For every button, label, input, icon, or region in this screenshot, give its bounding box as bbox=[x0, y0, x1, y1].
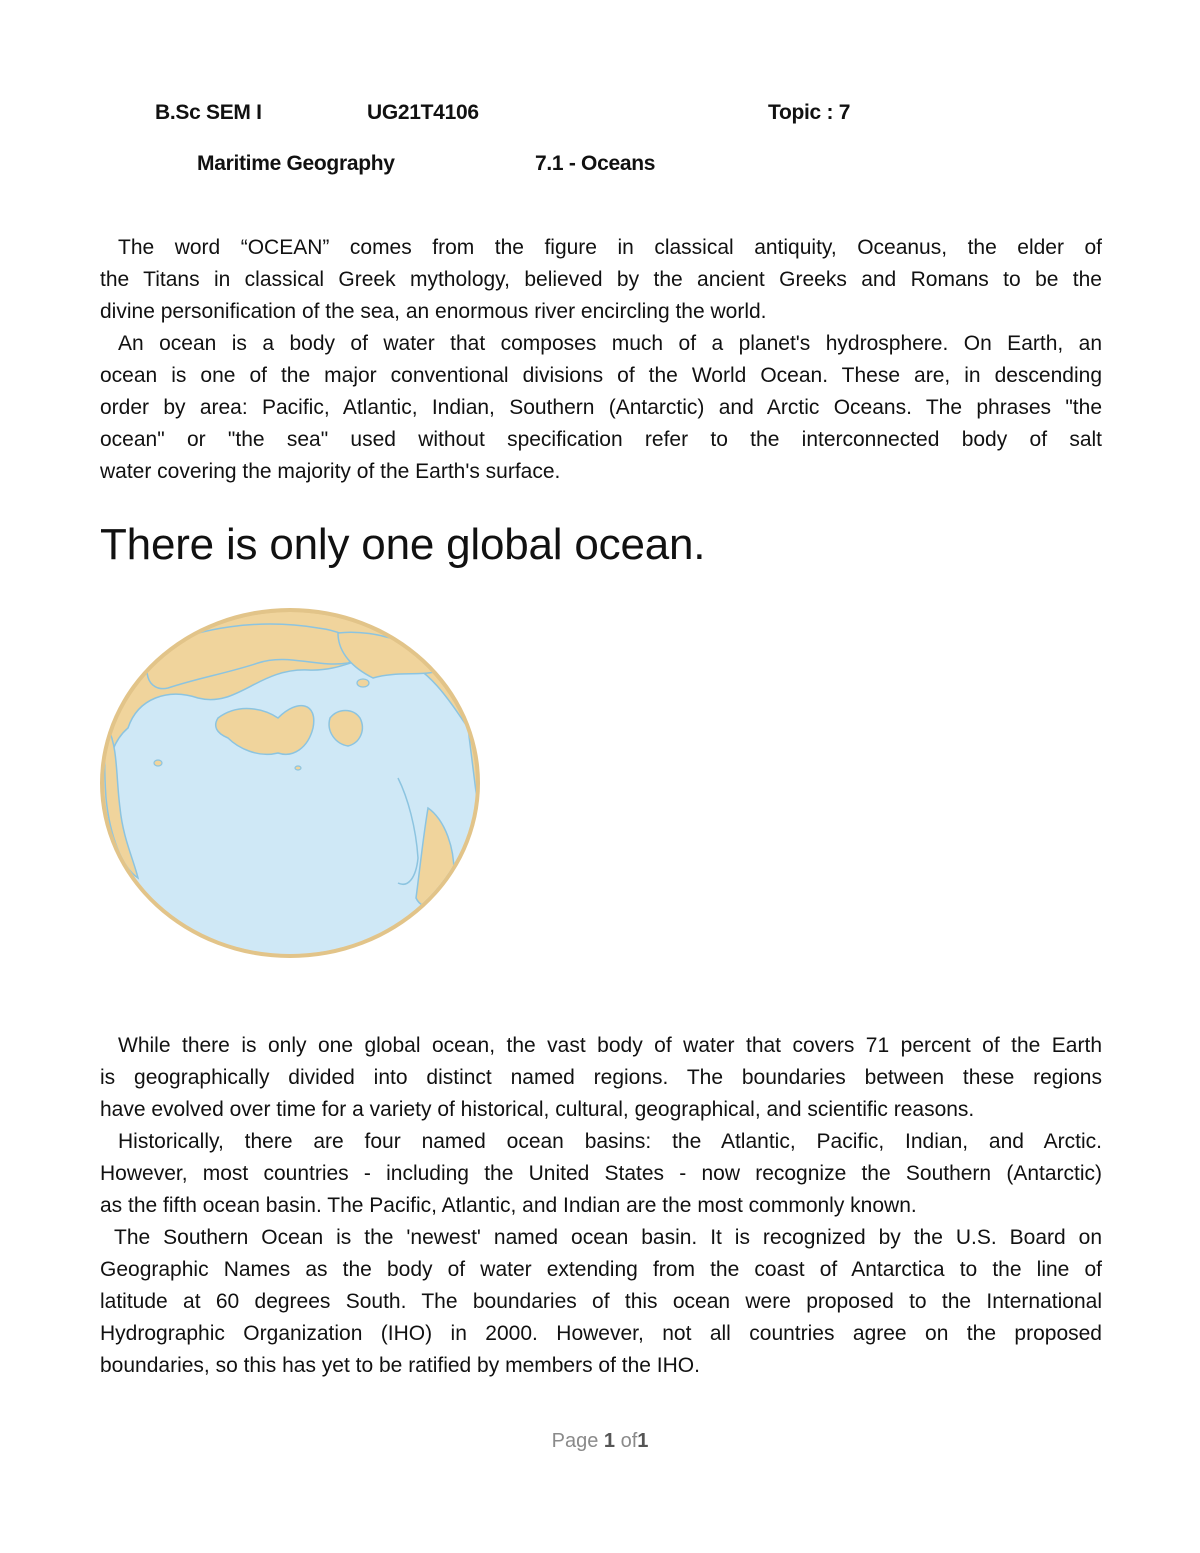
text-line: Historically, there are four named ocean basins: the Atlantic, Pacific, Indian, and Arctic. bbox=[118, 1130, 1102, 1153]
text-line: is geographically divided into distinct named regions. The boundaries between these regions bbox=[100, 1066, 1102, 1089]
text-line: water covering the majority of the Earth's surface. bbox=[100, 460, 561, 483]
text-line: boundaries, so this has yet to be ratified by members of the IHO. bbox=[100, 1354, 700, 1377]
page-word: Page bbox=[551, 1430, 599, 1452]
body-paragraph-2 bbox=[100, 1126, 1102, 1222]
text-line: have evolved over time for a variety of historical, cultural, geographical, and scientific reasons. bbox=[100, 1098, 975, 1121]
body-paragraph-1 bbox=[100, 1030, 1102, 1126]
definition-paragraph bbox=[100, 328, 1102, 488]
text-line: order by area: Pacific, Atlantic, Indian, Southern (Antarctic) and Arctic Oceans. The phrases "the bbox=[100, 396, 1102, 419]
intro-paragraph bbox=[100, 232, 1102, 328]
course-code: UG21T4106 bbox=[367, 101, 479, 124]
total-pages-number: 1 bbox=[637, 1430, 649, 1452]
text-line: The word “OCEAN” comes from the figure in classical antiquity, Oceanus, the elder of bbox=[118, 236, 1102, 259]
text-line: An ocean is a body of water that composes much of a planet's hydrosphere. On Earth, an bbox=[118, 332, 1102, 355]
course-label: B.Sc SEM I bbox=[155, 101, 262, 124]
globe-illustration-icon bbox=[98, 608, 482, 958]
section-title: 7.1 - Oceans bbox=[535, 152, 656, 175]
text-line: However, most countries - including the United States - now recognize the Southern (Antarctic) bbox=[100, 1162, 1102, 1185]
text-line: ocean is one of the major conventional divisions of the World Ocean. These are, in descending bbox=[100, 364, 1102, 387]
of-word: of bbox=[620, 1430, 638, 1452]
text-line: Hydrographic Organization (IHO) in 2000. However, not all countries agree on the proposed bbox=[100, 1322, 1102, 1345]
page-indicator bbox=[0, 1430, 1200, 1453]
topic-label: Topic : 7 bbox=[768, 101, 851, 124]
text-line: Geographic Names as the body of water extending from the coast of Antarctica to the line of bbox=[100, 1258, 1102, 1281]
text-line: the Titans in classical Greek mythology, believed by the ancient Greeks and Romans to be the bbox=[100, 268, 1102, 291]
text-line: as the fifth ocean basin. The Pacific, Atlantic, and Indian are the most commonly known. bbox=[100, 1194, 917, 1217]
global-ocean-heading: There is only one global ocean. bbox=[100, 520, 706, 569]
text-line: divine personification of the sea, an enormous river encircling the world. bbox=[100, 300, 767, 323]
text-line: ocean" or "the sea" used without specification refer to the interconnected body of salt bbox=[100, 428, 1102, 451]
current-page-number: 1 bbox=[603, 1430, 616, 1452]
body-paragraph-3 bbox=[100, 1222, 1102, 1382]
text-line: The Southern Ocean is the 'newest' named ocean basin. It is recognized by the U.S. Board on bbox=[114, 1226, 1102, 1249]
subject-title: Maritime Geography bbox=[197, 152, 395, 175]
text-line: latitude at 60 degrees South. The boundaries of this ocean were proposed to the International bbox=[100, 1290, 1102, 1313]
text-line: While there is only one global ocean, the vast body of water that covers 71 percent of the Earth bbox=[118, 1034, 1102, 1057]
